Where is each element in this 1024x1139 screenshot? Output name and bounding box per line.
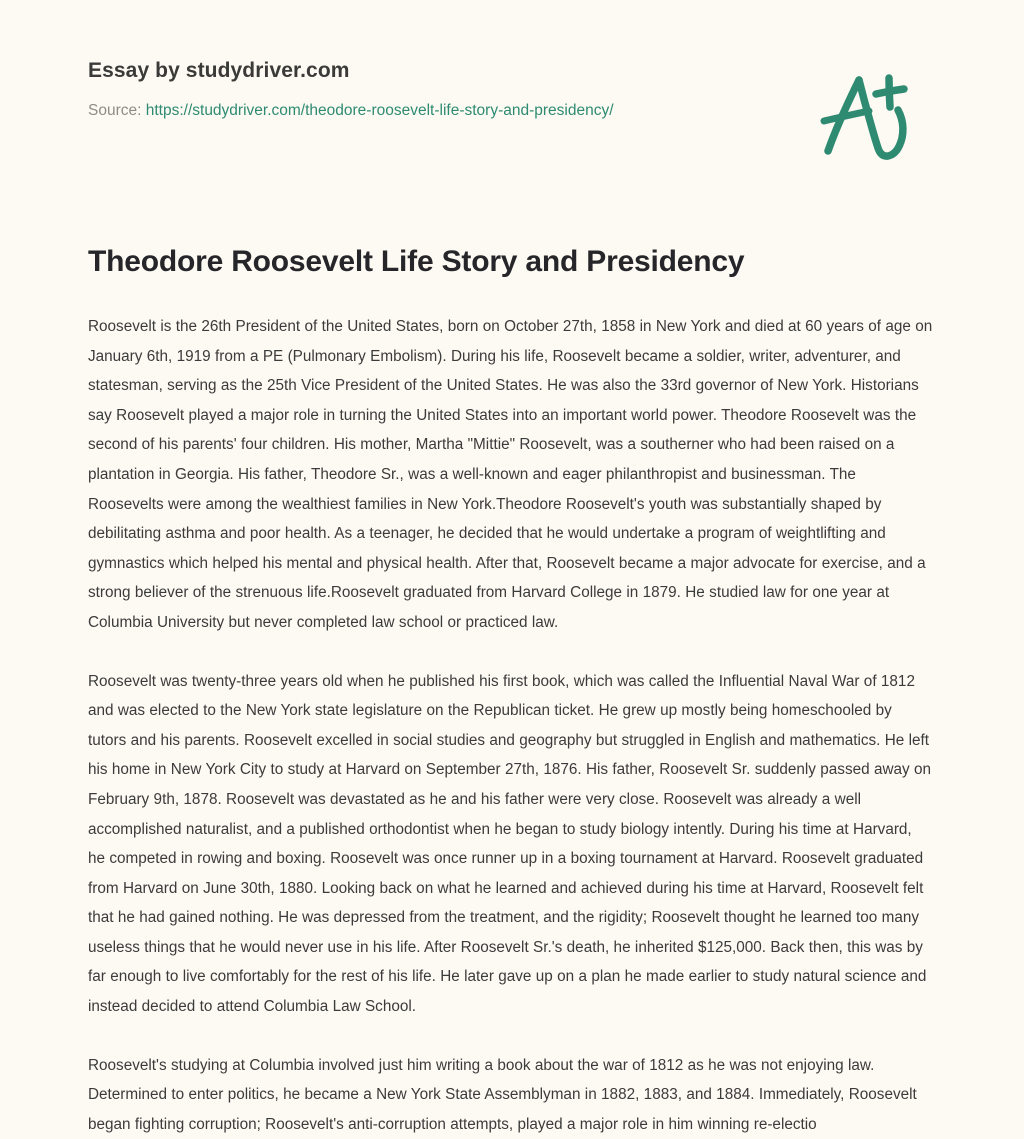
page-title: Theodore Roosevelt Life Story and Presidency <box>88 245 745 278</box>
paragraph: Roosevelt was twenty-three years old when he published his first book, which was called the Influential Naval War of 1812 and was elected to the New York state legislature on the Republican ticket. He grew up mostly being homeschooled by tutors and his parents. Roosevelt excelled in social studies and geography but struggled in English and mathematics. He left his home in New York City to study at Harvard on September 27th, 1876. His father, Roosevelt Sr. suddenly passed away on February 9th, 1878. Roosevelt was devastated as he and his father were very close. Roosevelt was already a well accomplished naturalist, and a published orthodontist when he began to study biology intently. During his time at Harvard, he competed in rowing and boxing. Roosevelt was once runner up in a boxing tournament at Harvard. Roosevelt graduated from Harvard on June 30th, 1880. Looking back on what he learned and achieved during his time at Harvard, Roosevelt felt that he had gained nothing. He was depressed from the treatment, and the rigidity; Roosevelt thought he learned too many useless things that he would never use in his life. After Roosevelt Sr.'s death, he inherited $125,000. Back then, this was by far enough to live comfortably for the rest of his life. He later gave up on a plan he made earlier to study natural science and instead decided to attend Columbia Law School. <box>88 672 932 1016</box>
paragraph: Roosevelt's studying at Columbia involved just him writing a book about the war of 1812 as he was not enjoying law. Determined to enter politics, he became a New York State Assemblyman in 1882, 1883, and 1884. Immediately, Roosevelt began fighting corruption; Roosevelt's anti-corruption attempts, played a major role in him winning re-electio <box>88 1056 917 1133</box>
essay-byline: Essay by studydriver.com <box>88 59 350 82</box>
essay-body <box>88 312 933 1139</box>
paragraph: Roosevelt is the 26th President of the United States, born on October 27th, 1858 in New York and died at 60 years of age on January 6th, 1919 from a PE (Pulmonary Embolism). During his life, Roosevelt became a soldier, writer, adventurer, and statesman, serving as the 25th Vice President of the United States. He was also the 33rd governor of New York. Historians say Roosevelt played a major role in turning the United States into an important world power. Theodore Roosevelt was the second of his parents' four children. His mother, Martha "Mittie" Roosevelt, was a southerner who had been raised on a plantation in Georgia. His father, Theodore Sr., was a well-known and eager philanthropist and businessman. The Roosevelts were among the wealthiest families in New York.Theodore Roosevelt's youth was substantially shaped by debilitating asthma and poor health. As a teenager, he decided that he would undertake a program of weightlifting and gymnastics which helped his mental and physical health. After that, Roosevelt became a major advocate for exercise, and a strong believer of the strenuous life.Roosevelt graduated from Harvard College in 1879. He studied law for one year at Columbia University but never completed law school or practiced law. <box>88 318 933 631</box>
a-plus-logo-icon <box>812 66 916 162</box>
source-url-link[interactable]: https://studydriver.com/theodore-roosevelt-life-story-and-presidency/ <box>145 102 614 120</box>
source-label: Source: <box>88 102 142 120</box>
